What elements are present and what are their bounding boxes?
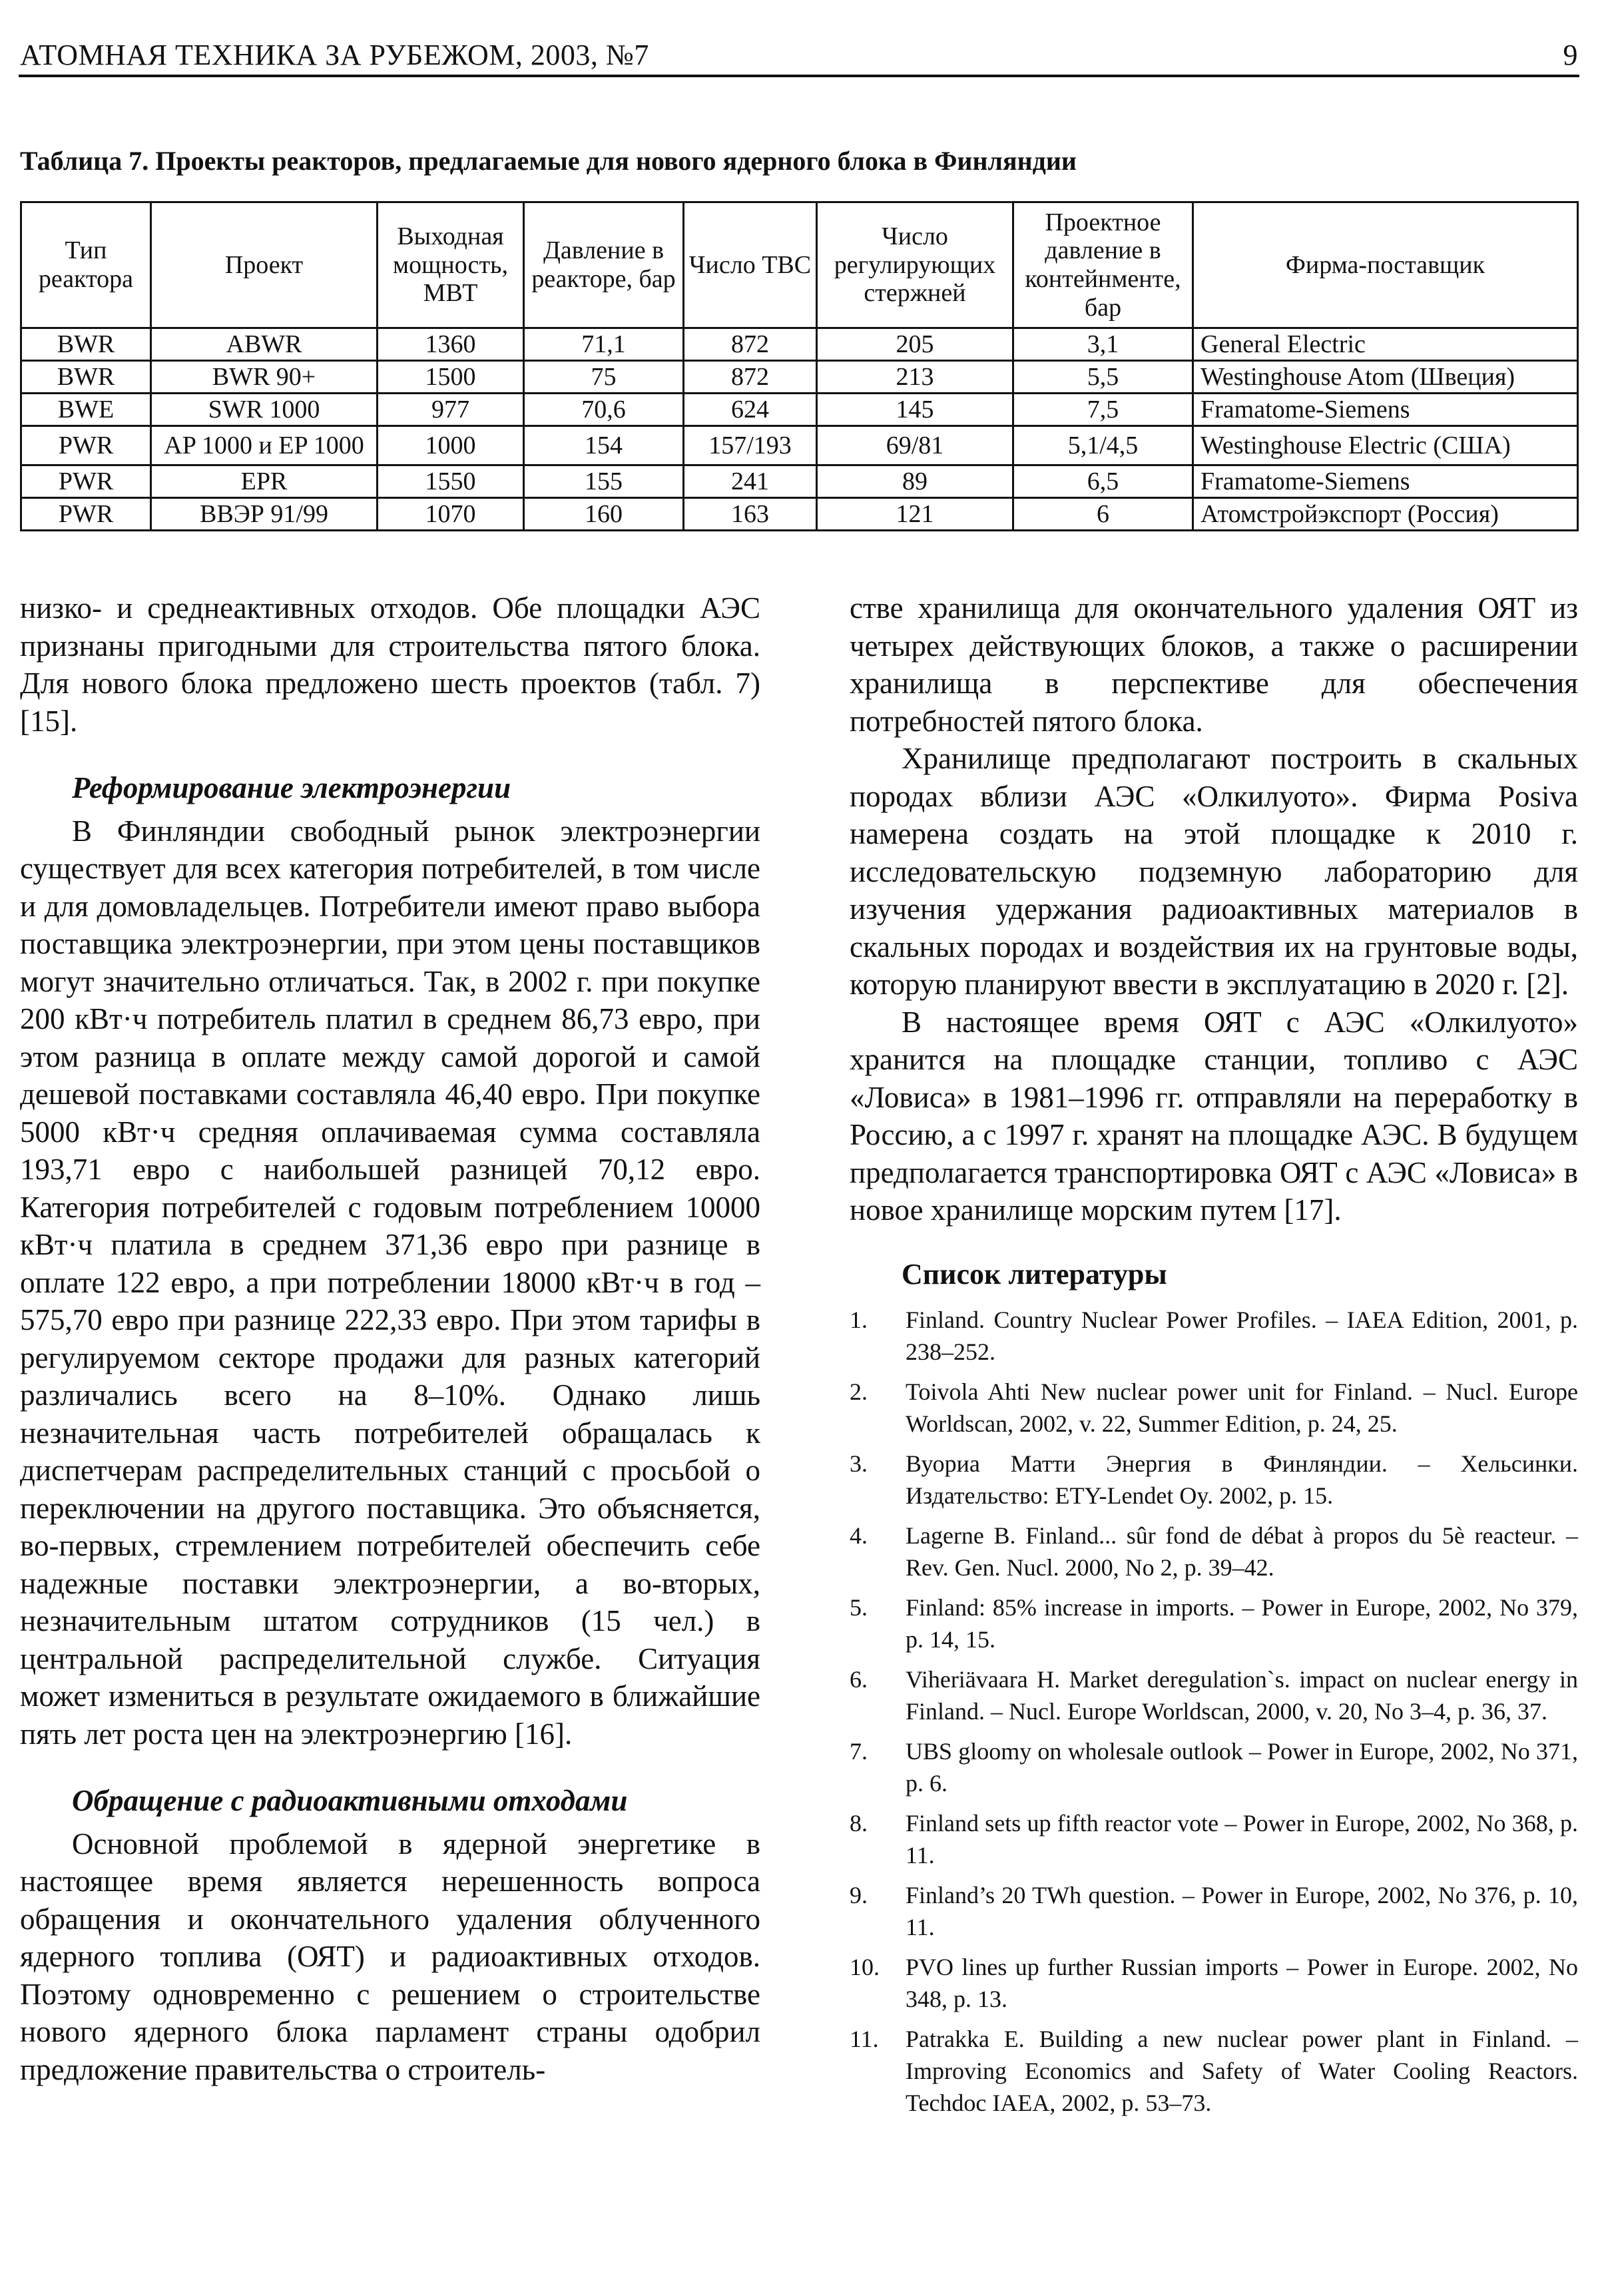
reference-item	[850, 1735, 1578, 1799]
cell-type: BWE	[21, 394, 151, 426]
col-header-fuel-assemblies: Число ТВС	[684, 202, 817, 328]
reference-item	[850, 1520, 1578, 1583]
reference-item	[850, 1376, 1578, 1440]
reference-item	[850, 2023, 1578, 2119]
col-header-output-power: Выходная мощность, МВТ	[378, 202, 524, 328]
journal-title: АТОМНАЯ ТЕХНИКА ЗА РУБЕЖОМ, 2003, №7	[20, 39, 649, 71]
cell-project: SWR 1000	[151, 394, 378, 426]
reference-item	[850, 1304, 1578, 1368]
cell-power: 1070	[378, 498, 524, 531]
col-header-supplier: Фирма-поставщик	[1193, 202, 1578, 328]
reference-number: 1.	[850, 1306, 868, 1333]
cell-control-rods: 89	[817, 465, 1013, 498]
cell-control-rods: 69/81	[817, 426, 1013, 465]
cell-project: BWR 90+	[151, 361, 378, 394]
cell-supplier: General Electric	[1193, 328, 1578, 361]
cell-pressure: 71,1	[524, 328, 684, 361]
cell-project: AP 1000 и EP 1000	[151, 426, 378, 465]
reference-number: 3.	[850, 1450, 868, 1477]
reference-text: Finland. Country Nuclear Power Profiles. – IAEA Edition, 2001, p. 238–252.	[906, 1306, 1578, 1365]
cell-pressure: 70,6	[524, 394, 684, 426]
col-header-control-rods: Число регулирующих стержней	[817, 202, 1013, 328]
col-header-reactor-pressure: Давление в реакторе, бар	[524, 202, 684, 328]
cell-supplier: Westinghouse Atom (Швеция)	[1193, 361, 1578, 394]
reference-text: UBS gloomy on wholesale outlook – Power in Europe, 2002, No 371, p. 6.	[906, 1738, 1578, 1797]
reactor-projects-table	[20, 201, 1579, 531]
cell-power: 977	[378, 394, 524, 426]
table-row	[21, 361, 1578, 394]
cell-control-rods: 213	[817, 361, 1013, 394]
paragraph-electricity-market: В Финляндии свободный рынок электроэнергии существует для всех категория потребителей, в том числе и для домовладельцев. Потребители имеют право выбора поставщика электроэнергии, при этом цены поставщиков могут значительно отличаться. Так, в 2002 г. при покупке 200 кВт·ч потребитель платил в среднем 86,73 евро, при этом разница в оплате между самой дорогой и самой дешевой поставками составляла 46,40 евро. При покупке 5000 кВт·ч средняя оплачиваемая сумма составляла 193,71 евро с наибольшей разницей 70,12 евро. Категория потребителей с годовым потреблением 10000 кВт·ч платила в среднем 371,36 евро при разнице в оплате 122 евро, а при потреблении 18000 кВт·ч в год – 575,70 евро при разнице 222,33 евро. При этом тарифы в регулируемом секторе продажи для разных категорий различались всего на 8–10%. Однако лишь незначительная часть потребителей обращалась к диспетчерам распределительных станций с просьбой о переключении на другого поставщика. Это объясняется, во-первых, стремлением потребителей обеспечить себе надежные поставки электроэнергии, а во-вторых, незначительным штатом сотрудников (15 чел.) в центральной распределительной службе. Ситуация может измениться в результате ожидаемого в ближайшие пять лет роста цен на электроэнергию [16].	[20, 814, 760, 1751]
paragraph-waste-problem: Основной проблемой в ядерной энергетике в настоящее время является нерешенность вопроса обращения и окончательного удаления облученного ядерного топлива (ОЯТ) и радиоактивных отходов. Поэтому одновременно с решением о строительстве нового ядерного блока парламент страны одобрил предложение правительства о строитель-	[20, 1827, 760, 2086]
cell-control-rods: 121	[817, 498, 1013, 531]
reference-item	[850, 1879, 1578, 1943]
table-row	[21, 465, 1578, 498]
cell-containment-pressure: 5,1/4,5	[1013, 426, 1193, 465]
col-header-project: Проект	[151, 202, 378, 328]
header-rule	[19, 75, 1579, 77]
cell-power: 1550	[378, 465, 524, 498]
reference-text: Finland sets up fifth reactor vote – Power in Europe, 2002, No 368, p. 11.	[906, 1810, 1578, 1868]
reference-number: 2.	[850, 1378, 868, 1405]
cell-power: 1000	[378, 426, 524, 465]
cell-type: BWR	[21, 328, 151, 361]
cell-pressure: 160	[524, 498, 684, 531]
section-heading-electricity-reform: Реформирование электроэнергии	[72, 771, 511, 804]
reference-number: 4.	[850, 1522, 868, 1549]
reference-number: 6.	[850, 1666, 868, 1693]
cell-project: ВВЭР 91/99	[151, 498, 378, 531]
cell-pressure: 154	[524, 426, 684, 465]
cell-supplier: Framatome-Siemens	[1193, 394, 1578, 426]
reference-number: 8.	[850, 1810, 868, 1837]
paragraph-spent-fuel-current: В настоящее время ОЯТ с АЭС «Олкилуото» хранится на площадке станции, топливо с АЭС «Ловиса» в 1981–1996 гг. отправляли на переработку в Россию, а с 1997 г. хранят на площадке АЭС. В будущем предполагается транспортировка ОЯТ с АЭС «Ловиса» в новое хранилище морским путем [17].	[850, 1005, 1578, 1227]
cell-type: PWR	[21, 498, 151, 531]
reference-item	[850, 1448, 1578, 1512]
reference-text: Toivola Ahti New nuclear power unit for Finland. – Nucl. Europe Worldscan, 2002, v. 22, Summer Edition, p. 24, 25.	[906, 1378, 1578, 1437]
cell-supplier: Атомстройэкспорт (Россия)	[1193, 498, 1578, 531]
table-caption: Таблица 7. Проекты реакторов, предлагаемые для нового ядерного блока в Финляндии	[20, 146, 1077, 176]
cell-type: PWR	[21, 465, 151, 498]
table-row	[21, 498, 1578, 531]
cell-containment-pressure: 6,5	[1013, 465, 1193, 498]
cell-power: 1360	[378, 328, 524, 361]
cell-containment-pressure: 6	[1013, 498, 1193, 531]
paragraph-storage-site: Хранилище предполагают построить в скальных породах вблизи АЭС «Олкилуото». Фирма Posiva намерена создать на этой площадке к 2010 г. исследовательскую подземную лабораторию для изучения удержания радиоактивных материалов в скальных породах и воздействия их на грунтовые воды, которую планируют ввести в эксплуатацию в 2020 г. [2].	[850, 742, 1578, 1001]
cell-fuel-assemblies: 157/193	[684, 426, 817, 465]
reference-text: Viheriävaara H. Market deregulation`s. impact on nuclear energy in Finland. – Nucl. Europe Worldscan, 2000, v. 20, No 3–4, p. 36, 37.	[906, 1666, 1578, 1725]
cell-supplier: Framatome-Siemens	[1193, 465, 1578, 498]
references-list	[850, 1304, 1578, 2119]
table-row	[21, 394, 1578, 426]
reference-text: Lagerne B. Finland... sûr fond de débat à propos du 5è reacteur. – Rev. Gen. Nucl. 2000, No 2, p. 39–42.	[906, 1522, 1578, 1581]
running-head	[20, 25, 1578, 72]
cell-supplier: Westinghouse Electric (США)	[1193, 426, 1578, 465]
reference-item	[850, 1951, 1578, 2015]
table-header-row	[21, 202, 1578, 328]
reference-item	[850, 1591, 1578, 1655]
table-row	[21, 328, 1578, 361]
reference-number: 10.	[850, 1954, 880, 1980]
cell-pressure: 155	[524, 465, 684, 498]
reference-item	[850, 1807, 1578, 1871]
cell-fuel-assemblies: 241	[684, 465, 817, 498]
cell-type: BWR	[21, 361, 151, 394]
cell-fuel-assemblies: 163	[684, 498, 817, 531]
references-heading: Список литературы	[902, 1257, 1167, 1291]
reference-text: PVO lines up further Russian imports – Power in Europe. 2002, No 348, p. 13.	[906, 1954, 1578, 2012]
cell-project: EPR	[151, 465, 378, 498]
cell-fuel-assemblies: 872	[684, 328, 817, 361]
reference-number: 5.	[850, 1594, 868, 1621]
col-header-reactor-type: Тип реактора	[21, 202, 151, 328]
reference-text: Вуориа Матти Энергия в Финляндии. – Хельсинки. Издательство: ETY-Lendet Oy. 2002, p. 15.	[906, 1450, 1578, 1509]
cell-power: 1500	[378, 361, 524, 394]
cell-fuel-assemblies: 624	[684, 394, 817, 426]
cell-containment-pressure: 7,5	[1013, 394, 1193, 426]
left-text-column	[20, 589, 760, 2088]
reference-number: 11.	[850, 2026, 879, 2052]
page-number: 9	[1563, 39, 1578, 71]
col-header-containment-pressure: Проектное давление в контейнменте, бар	[1013, 202, 1193, 328]
reference-item	[850, 1663, 1578, 1727]
section-heading-radioactive-waste: Обращение с радиоактивными отходами	[72, 1784, 628, 1817]
reference-number: 9.	[850, 1882, 868, 1908]
reference-text: Patrakka E. Building a new nuclear power plant in Finland. – Improving Economics and Safety of Water Cooling Reactors. Techdoc IAEA, 2002, p. 53–73.	[906, 2026, 1578, 2116]
table-row	[21, 426, 1578, 465]
cell-containment-pressure: 5,5	[1013, 361, 1193, 394]
cell-control-rods: 205	[817, 328, 1013, 361]
reference-text: Finland’s 20 TWh question. – Power in Europe, 2002, No 376, p. 10, 11.	[906, 1882, 1578, 1940]
cell-control-rods: 145	[817, 394, 1013, 426]
cell-type: PWR	[21, 426, 151, 465]
cell-project: ABWR	[151, 328, 378, 361]
cell-containment-pressure: 3,1	[1013, 328, 1193, 361]
reference-number: 7.	[850, 1738, 868, 1765]
cell-fuel-assemblies: 872	[684, 361, 817, 394]
paragraph-continued-storage: стве хранилища для окончательного удаления ОЯТ из четырех действующих блоков, а также о расширении хранилища в перспективе для обеспечения потребностей пятого блока.	[850, 591, 1578, 738]
right-text-column	[850, 589, 1578, 2127]
cell-pressure: 75	[524, 361, 684, 394]
paragraph-continued: низко- и среднеактивных отходов. Обе площадки АЭС признаны пригодными для строительства пятого блока. Для нового блока предложено шесть проектов (табл. 7) [15].	[20, 591, 760, 738]
reference-text: Finland: 85% increase in imports. – Power in Europe, 2002, No 379, p. 14, 15.	[906, 1594, 1578, 1653]
